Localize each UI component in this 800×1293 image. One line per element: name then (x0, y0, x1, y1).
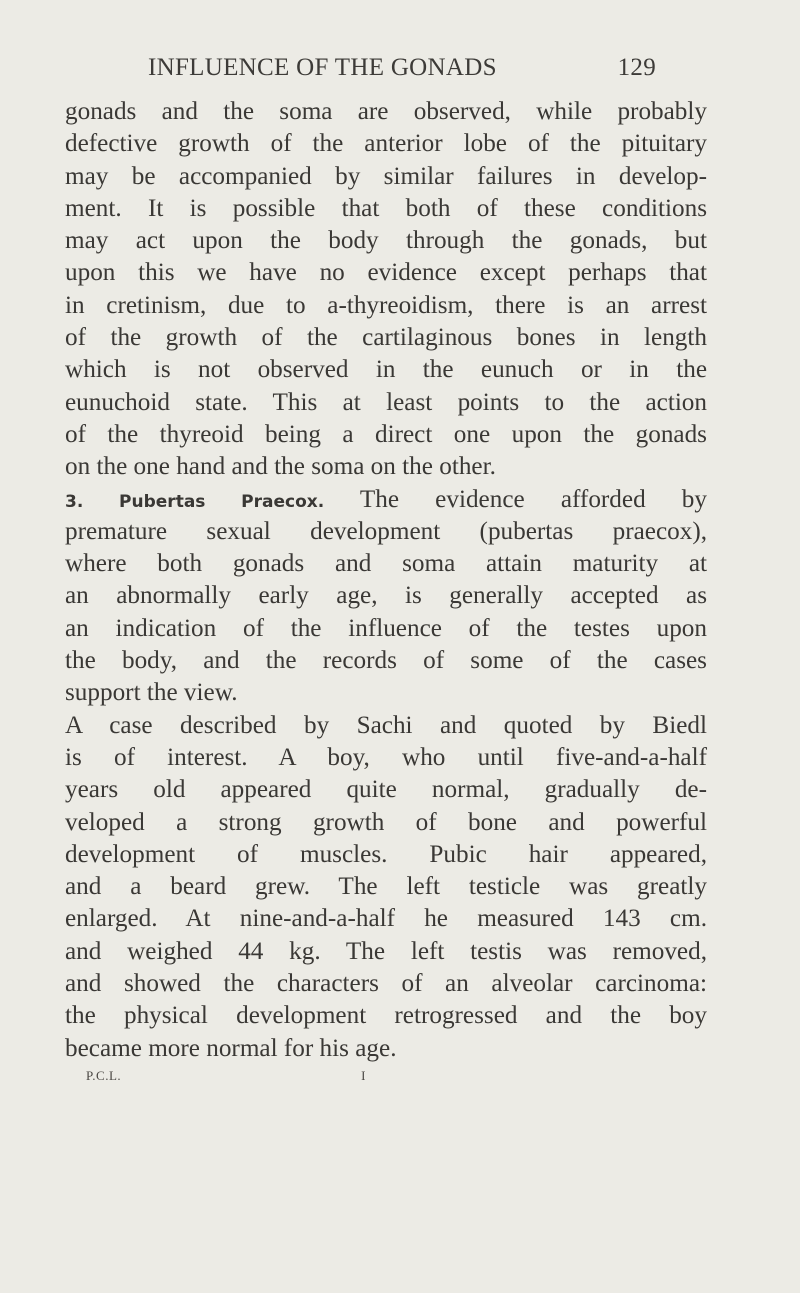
section-line (65, 484, 707, 516)
text-line: and weighed 44 kg. The left testis was removed, (65, 937, 707, 965)
text-line: ment. It is possible that both of these conditions (65, 194, 707, 222)
signature-label: P.C.L. (86, 1068, 122, 1083)
text-line: on the one hand and the soma on the other. (65, 453, 496, 481)
section-heading: 3. Pubertas Praecox. (65, 491, 325, 512)
text-line: of the growth of the cartilaginous bones in length (65, 324, 707, 352)
text-line: defective growth of the anterior lobe of the pituitary (65, 130, 707, 158)
text-line: upon this we have no evidence except perhaps that (65, 259, 707, 287)
text-line: the body, and the records of some of the cases (65, 647, 707, 675)
text-line: development of muscles. Pubic hair appeared, (65, 840, 707, 868)
page-number: 129 (617, 54, 656, 81)
text-line: A case described by Sachi and quoted by Biedl (65, 711, 707, 739)
text-line: years old appeared quite normal, gradually de- (65, 776, 707, 804)
text-line: gonads and the soma are observed, while probably (65, 98, 707, 125)
text-line: in cretinism, due to a-thyreoidism, there is an arrest (65, 291, 707, 319)
text-line: became more normal for his age. (65, 1034, 397, 1062)
body-text (65, 96, 707, 1065)
text-line: may be accompanied by similar failures in develop- (65, 162, 707, 190)
text-line: enlarged. At nine-and-a-half he measured 143 cm. (65, 905, 707, 933)
text-line: where both gonads and soma attain maturity at (65, 550, 707, 578)
text-line: eunuchoid state. This at least points to the action (65, 388, 707, 416)
text-line: and a beard grew. The left testicle was greatly (65, 873, 707, 901)
text-line: may act upon the body through the gonads, but (65, 227, 707, 255)
text-line: an indication of the influence of the testes upon (65, 614, 707, 642)
text-line: The evidence afforded by (359, 485, 707, 513)
text-line: the physical development retrogressed and the boy (65, 1002, 707, 1030)
text-line: an abnormally early age, is generally accepted as (65, 582, 707, 610)
text-line: of the thyreoid being a direct one upon the gonads (65, 420, 707, 448)
text-line: veloped a strong growth of bone and powerful (65, 808, 707, 836)
text-line: support the view. (65, 679, 238, 707)
signature-mark: I (361, 1068, 366, 1083)
text-line: is of interest. A boy, who until five-and-a-half (65, 743, 707, 771)
text-line: premature sexual development (pubertas praecox), (65, 517, 707, 545)
text-line: which is not observed in the eunuch or in the (65, 356, 707, 384)
running-title: INFLUENCE OF THE GONADS (148, 54, 497, 81)
text-line: and showed the characters of an alveolar carcinoma: (65, 970, 707, 998)
